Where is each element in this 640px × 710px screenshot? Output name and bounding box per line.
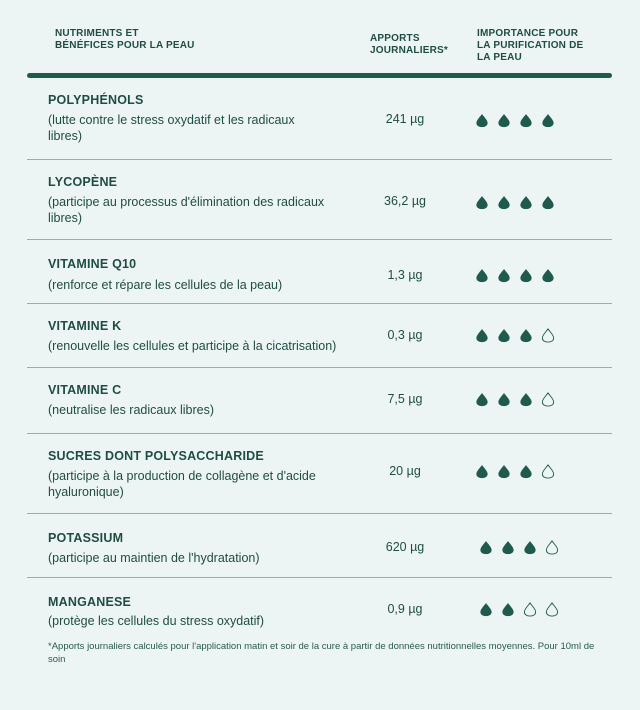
water-drop-outline-icon [541,392,555,407]
daily-intake-value: 241 µg [385,112,425,126]
water-drop-outline-icon [523,602,537,617]
importance-rating [475,328,555,343]
water-drop-filled-icon [497,392,511,407]
nutrient-benefit: (participe au maintien de l'hydratation) [48,551,260,565]
nutrient-benefit: (renforce et répare les cellules de la peau) [48,278,283,292]
daily-intake-value: 36,2 µg [384,194,426,208]
water-drop-filled-icon [475,392,489,407]
water-drop-filled-icon [501,540,515,555]
importance-rating [475,392,555,407]
table-row [0,240,640,304]
water-drop-filled-icon [541,195,555,210]
water-drop-filled-icon [519,328,533,343]
water-drop-filled-icon [519,113,533,128]
nutrient-name: VITAMINE C [48,383,122,397]
water-drop-filled-icon [497,464,511,479]
water-drop-filled-icon [497,328,511,343]
nutrient-name: POTASSIUM [48,531,124,545]
water-drop-filled-icon [475,268,489,283]
water-drop-outline-icon [545,602,559,617]
nutrient-name: SUCRES DONT POLYSACCHARIDE [48,449,264,463]
water-drop-filled-icon [541,268,555,283]
table-row [0,578,640,634]
importance-rating [475,464,555,479]
water-drop-outline-icon [541,464,555,479]
table-row [0,434,640,514]
nutrient-name: VITAMINE K [48,319,122,333]
water-drop-filled-icon [519,464,533,479]
importance-rating [479,602,559,617]
nutrient-benefit: (participe au processus d'élimination des radicaux libres) [48,195,325,225]
daily-intake-value: 7,5 µg [387,392,423,406]
water-drop-filled-icon [497,195,511,210]
importance-rating [475,195,555,210]
water-drop-filled-icon [475,113,489,128]
table-row [0,78,640,160]
nutrient-name: POLYPHÉNOLS [48,93,144,107]
water-drop-filled-icon [475,195,489,210]
water-drop-filled-icon [501,602,515,617]
table-header [0,0,640,80]
nutrient-benefit: (participe à la production de collagène et d'acide hyaluronique) [48,469,316,499]
water-drop-filled-icon [497,113,511,128]
table-row [0,514,640,578]
daily-intake-value: 0,3 µg [387,328,423,342]
water-drop-outline-icon [545,540,559,555]
header-nutrients: NUTRIMENTS ET BÉNÉFICES POUR LA PEAU [55,28,195,51]
table-row [0,160,640,240]
header-importance: IMPORTANCE POUR LA PURIFICATION DE LA PEAU [477,28,584,63]
water-drop-filled-icon [523,540,537,555]
importance-rating [475,268,555,283]
water-drop-filled-icon [519,392,533,407]
table-row [0,304,640,368]
importance-rating [479,540,559,555]
nutrient-name: MANGANESE [48,595,132,609]
nutrient-benefit: (lutte contre le stress oxydatif et les radicaux libres) [48,113,295,143]
daily-intake-value: 0,9 µg [387,602,423,616]
water-drop-filled-icon [475,328,489,343]
table-row [0,368,640,434]
footnote: *Apports journaliers calculés pour l'application matin et soir de la cure à partir de données nutritionnelles moyennes. Pour 10ml de soin [48,641,595,665]
header-daily-intake: APPORTS JOURNALIERS* [370,33,448,56]
daily-intake-value: 1,3 µg [387,268,423,282]
nutrient-name: LYCOPÈNE [48,175,118,189]
nutrient-benefit: (protège les cellules du stress oxydatif) [48,614,265,628]
water-drop-filled-icon [541,113,555,128]
water-drop-filled-icon [497,268,511,283]
nutrient-benefit: (renouvelle les cellules et participe à la cicatrisation) [48,339,337,353]
water-drop-filled-icon [479,602,493,617]
water-drop-filled-icon [479,540,493,555]
importance-rating [475,113,555,128]
water-drop-filled-icon [519,195,533,210]
nutrient-benefit: (neutralise les radicaux libres) [48,403,215,417]
water-drop-outline-icon [541,328,555,343]
nutrient-name: VITAMINE Q10 [48,257,137,271]
daily-intake-value: 620 µg [385,540,425,554]
water-drop-filled-icon [519,268,533,283]
daily-intake-value: 20 µg [389,464,421,478]
water-drop-filled-icon [475,464,489,479]
